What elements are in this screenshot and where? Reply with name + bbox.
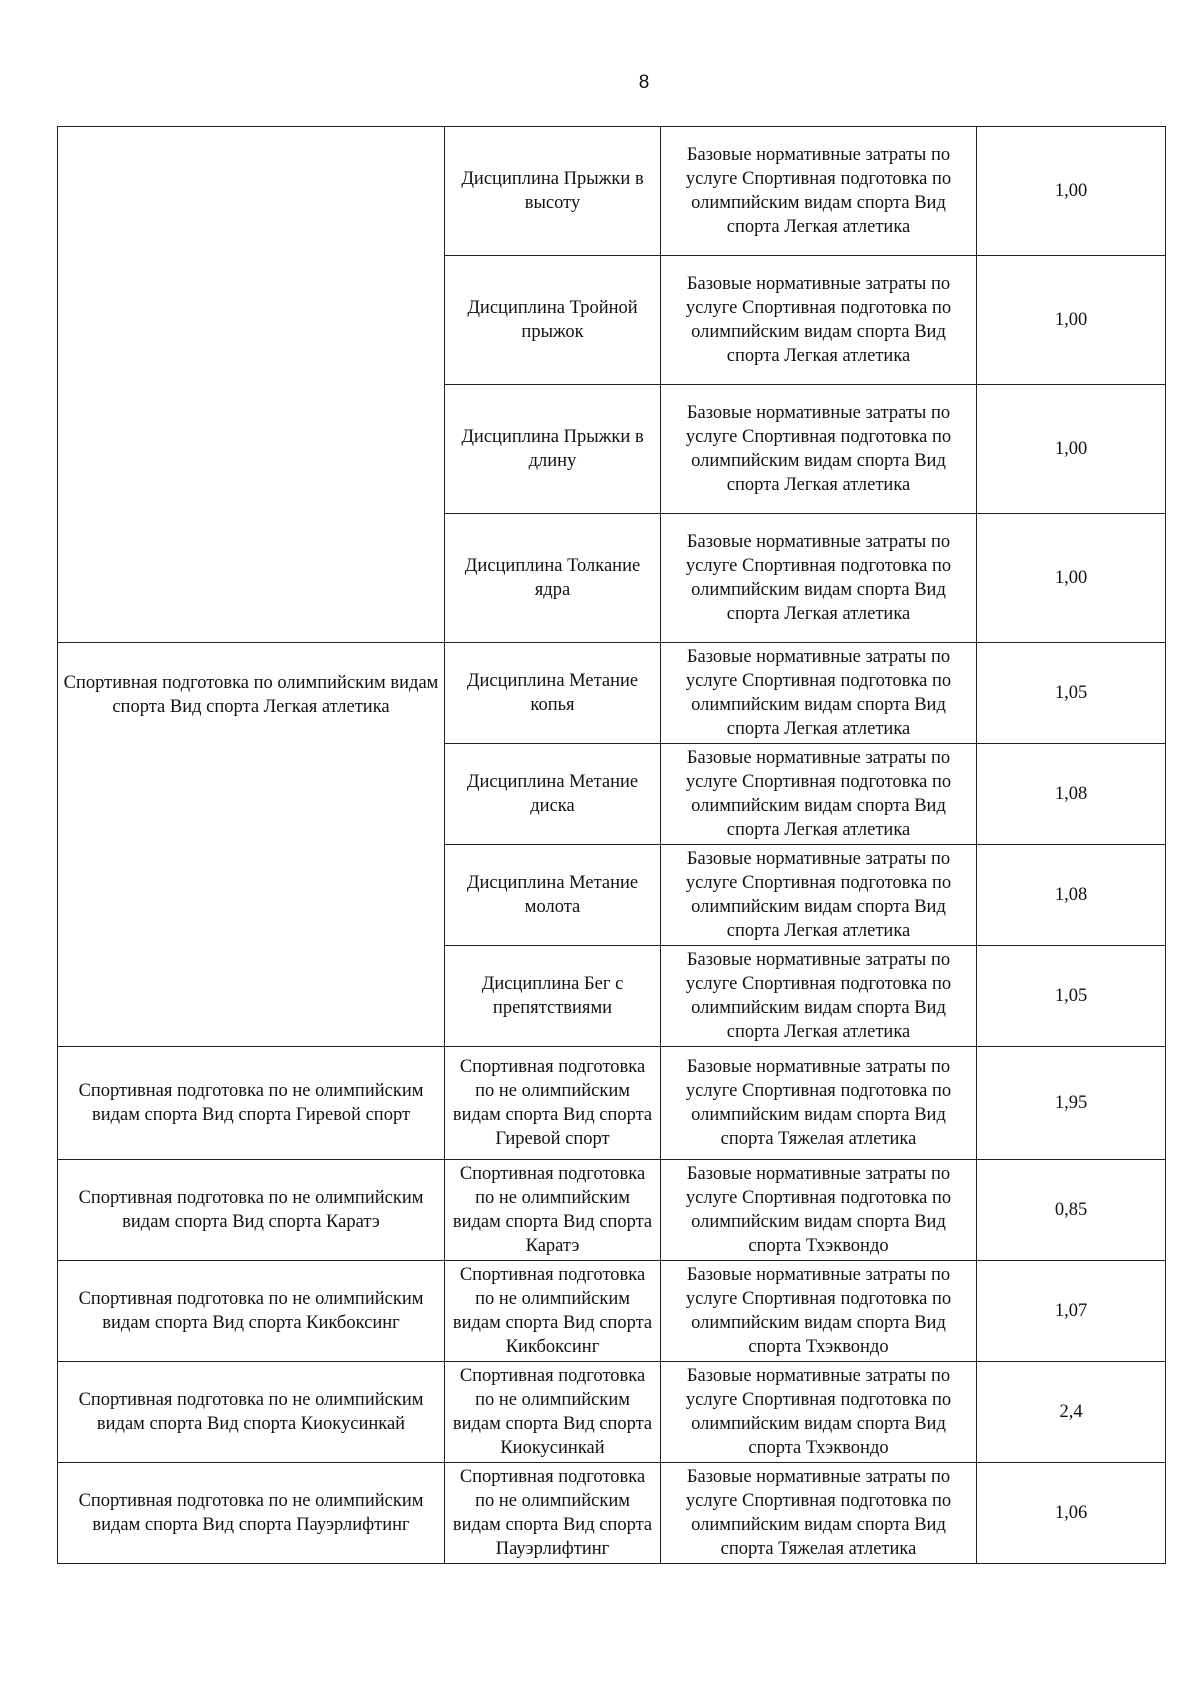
discipline-cell: Спортивная подготовка по не олимпийским видам спорта Вид спорта Пауэрлифтинг [445, 1463, 661, 1564]
coefficient-cell: 1,07 [977, 1261, 1166, 1362]
service-cell: Спортивная подготовка по не олимпийским видам спорта Вид спорта Киокусинкай [58, 1362, 445, 1463]
service-cell: Спортивная подготовка по не олимпийским видам спорта Вид спорта Каратэ [58, 1160, 445, 1261]
base-cost-cell: Базовые нормативные затраты по услуге Спортивная подготовка по олимпийским видам спорта Вид спорта Легкая атлетика [661, 514, 977, 643]
base-cost-cell: Базовые нормативные затраты по услуге Спортивная подготовка по олимпийским видам спорта Вид спорта Тяжелая атлетика [661, 1463, 977, 1564]
coefficient-cell: 0,85 [977, 1160, 1166, 1261]
discipline-cell: Дисциплина Метание копья [445, 643, 661, 744]
service-cell: Спортивная подготовка по не олимпийским видам спорта Вид спорта Гиревой спорт [58, 1047, 445, 1160]
discipline-cell: Спортивная подготовка по не олимпийским видам спорта Вид спорта Киокусинкай [445, 1362, 661, 1463]
base-cost-cell: Базовые нормативные затраты по услуге Спортивная подготовка по олимпийским видам спорта Вид спорта Тхэквондо [661, 1261, 977, 1362]
table-row [58, 643, 1166, 744]
base-cost-cell: Базовые нормативные затраты по услуге Спортивная подготовка по олимпийским видам спорта Вид спорта Легкая атлетика [661, 127, 977, 256]
discipline-cell: Спортивная подготовка по не олимпийским видам спорта Вид спорта Каратэ [445, 1160, 661, 1261]
service-cell: Спортивная подготовка по олимпийским видам спорта Вид спорта Легкая атлетика [58, 643, 445, 1047]
service-cell: Спортивная подготовка по не олимпийским видам спорта Вид спорта Кикбоксинг [58, 1261, 445, 1362]
discipline-cell: Дисциплина Бег с препятствиями [445, 946, 661, 1047]
table-row [58, 127, 1166, 256]
coefficient-cell: 1,06 [977, 1463, 1166, 1564]
discipline-cell: Дисциплина Тройной прыжок [445, 256, 661, 385]
coefficient-cell: 1,08 [977, 845, 1166, 946]
base-cost-cell: Базовые нормативные затраты по услуге Спортивная подготовка по олимпийским видам спорта Вид спорта Легкая атлетика [661, 744, 977, 845]
service-cell-continued [58, 127, 445, 643]
base-cost-cell: Базовые нормативные затраты по услуге Спортивная подготовка по олимпийским видам спорта Вид спорта Легкая атлетика [661, 845, 977, 946]
table-row [58, 1463, 1166, 1564]
coefficient-cell: 1,05 [977, 643, 1166, 744]
base-cost-cell: Базовые нормативные затраты по услуге Спортивная подготовка по олимпийским видам спорта Вид спорта Легкая атлетика [661, 256, 977, 385]
base-cost-cell: Базовые нормативные затраты по услуге Спортивная подготовка по олимпийским видам спорта Вид спорта Легкая атлетика [661, 643, 977, 744]
discipline-cell: Спортивная подготовка по не олимпийским видам спорта Вид спорта Гиревой спорт [445, 1047, 661, 1160]
base-cost-cell: Базовые нормативные затраты по услуге Спортивная подготовка по олимпийским видам спорта Вид спорта Легкая атлетика [661, 385, 977, 514]
discipline-cell: Дисциплина Метание молота [445, 845, 661, 946]
base-cost-cell: Базовые нормативные затраты по услуге Спортивная подготовка по олимпийским видам спорта Вид спорта Легкая атлетика [661, 946, 977, 1047]
base-cost-cell: Базовые нормативные затраты по услуге Спортивная подготовка по олимпийским видам спорта Вид спорта Тяжелая атлетика [661, 1047, 977, 1160]
coefficient-cell: 1,08 [977, 744, 1166, 845]
table-row [58, 1362, 1166, 1463]
coefficient-cell: 1,00 [977, 127, 1166, 256]
service-cell: Спортивная подготовка по не олимпийским видам спорта Вид спорта Пауэрлифтинг [58, 1463, 445, 1564]
coefficient-cell: 1,00 [977, 514, 1166, 643]
coefficient-cell: 1,00 [977, 385, 1166, 514]
table-row [58, 1160, 1166, 1261]
discipline-cell: Дисциплина Прыжки в высоту [445, 127, 661, 256]
coefficient-cell: 2,4 [977, 1362, 1166, 1463]
coefficient-cell: 1,95 [977, 1047, 1166, 1160]
table-row [58, 1047, 1166, 1160]
base-cost-cell: Базовые нормативные затраты по услуге Спортивная подготовка по олимпийским видам спорта Вид спорта Тхэквондо [661, 1160, 977, 1261]
discipline-cell: Дисциплина Метание диска [445, 744, 661, 845]
norms-table [57, 126, 1166, 1564]
coefficient-cell: 1,05 [977, 946, 1166, 1047]
base-cost-cell: Базовые нормативные затраты по услуге Спортивная подготовка по олимпийским видам спорта Вид спорта Тхэквондо [661, 1362, 977, 1463]
table-row [58, 1261, 1166, 1362]
page-number: 8 [638, 72, 650, 93]
discipline-cell: Дисциплина Прыжки в длину [445, 385, 661, 514]
discipline-cell: Дисциплина Толкание ядра [445, 514, 661, 643]
discipline-cell: Спортивная подготовка по не олимпийским видам спорта Вид спорта Кикбоксинг [445, 1261, 661, 1362]
coefficient-cell: 1,00 [977, 256, 1166, 385]
